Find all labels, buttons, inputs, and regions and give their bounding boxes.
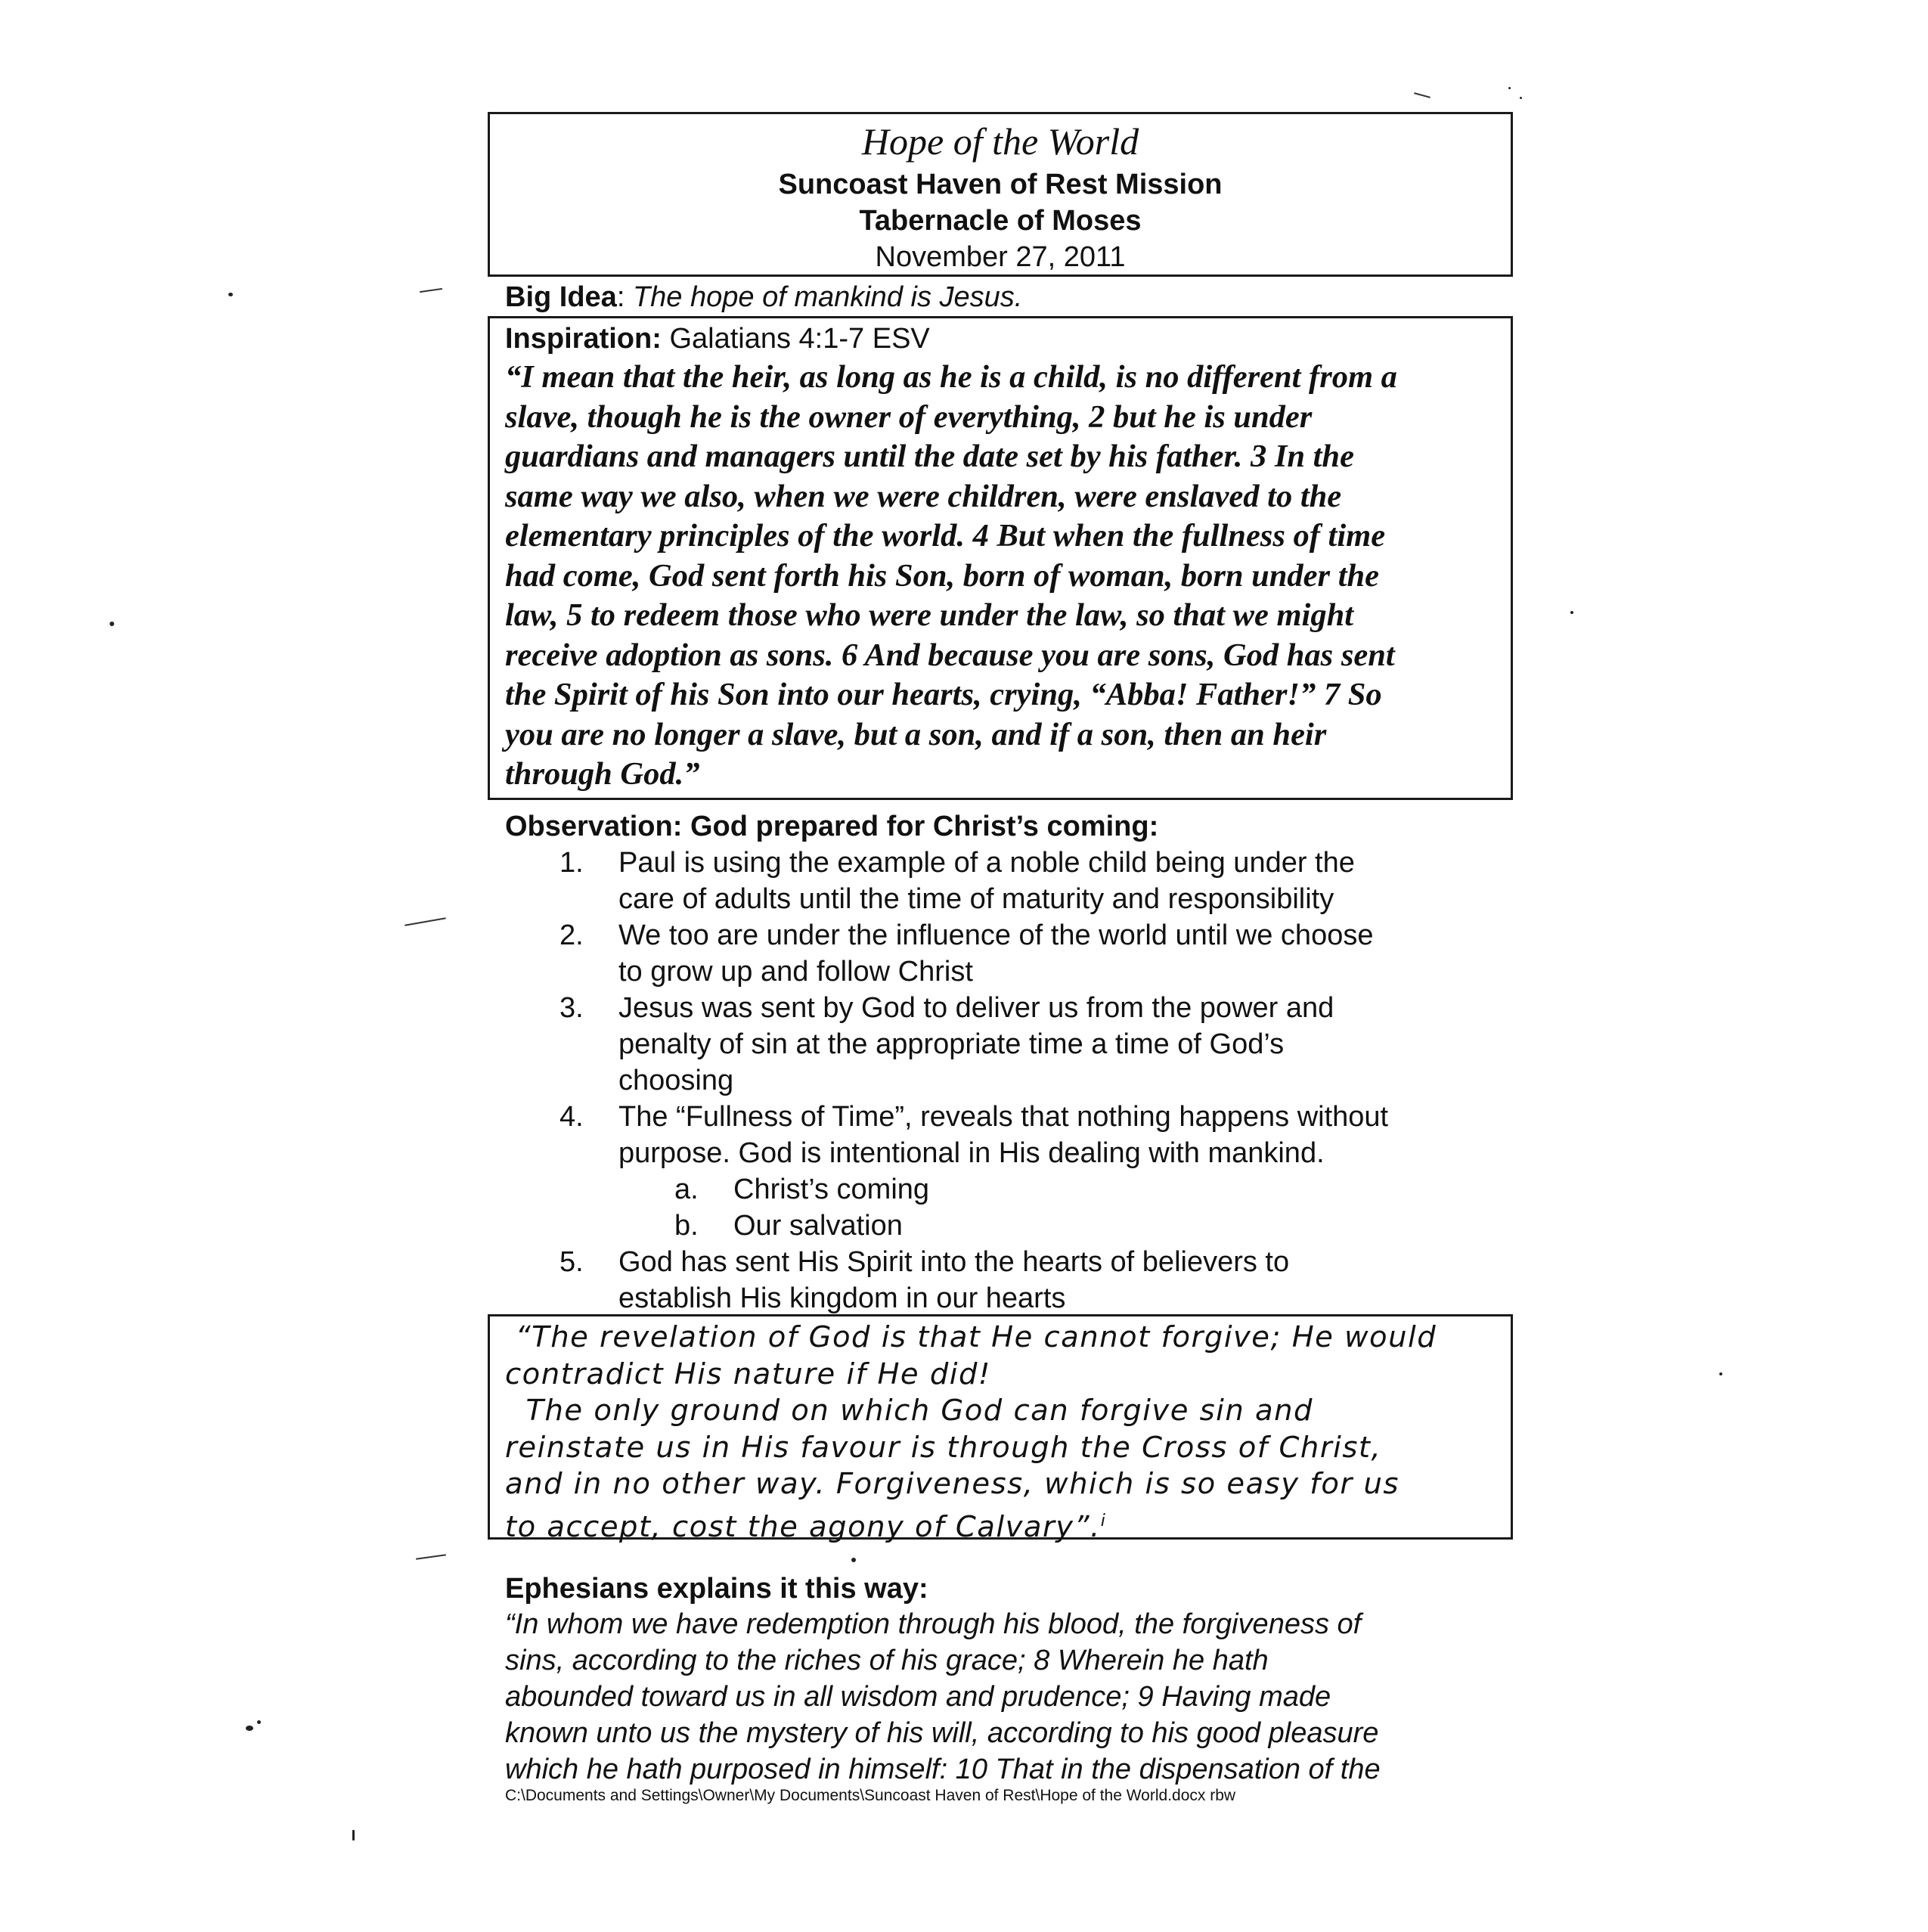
sub-list-letter: b. [674,1210,699,1242]
sub-list-item [559,1171,1512,1208]
big-idea-text: The hope of mankind is Jesus. [632,281,1023,313]
list-item-line: Paul is using the example of a noble child being under the [618,847,1355,879]
list-item-line: We too are under the influence of the world until we choose [618,919,1374,951]
observation-heading: Observation: God prepared for Christ’s coming: [505,811,1159,842]
sub-list-text: Our salvation [733,1210,903,1242]
list-number: 4. [559,1101,584,1133]
ephesians-line: which he hath purposed in himself: 10 That in the dispensation of the [505,1754,1381,1785]
list-item-line: Jesus was sent by God to deliver us from the power and [618,992,1334,1024]
verse-line: had come, God sent forth his Son, born of woman, born under the [505,557,1380,594]
list-item-line: to grow up and follow Christ [618,956,973,988]
list-item-line: establish His kingdom in our hearts [618,1282,1066,1314]
document-date: November 27, 2011 [875,241,1126,273]
quote-text [505,1320,1503,1546]
scan-artifact [110,622,114,626]
scan-artifact [246,1726,253,1731]
scan-artifact [405,917,446,926]
list-item-line: choosing [618,1065,734,1096]
verse-line: same way we also, when we were children, were enslaved to the [505,478,1342,514]
quote-line: The only ground on which God can forgive sin and [505,1394,1313,1428]
inspiration-verse [505,358,1503,795]
list-number: 2. [559,919,584,951]
ephesians-line: sins, according to the riches of his grace; 8 Wherein he hath [505,1645,1269,1676]
list-item [559,990,1512,1099]
ephesians-line: “In whom we have redemption through his blood, the forgiveness of [505,1608,1362,1640]
document-title: Hope of the World [861,120,1139,163]
sub-list-letter: a. [674,1174,699,1205]
verse-line: receive adoption as sons. 6 And because you are sons, God has sent [505,637,1395,673]
quote-box [488,1314,1513,1544]
list-number: 1. [559,847,584,879]
quote-line: “The revelation of God is that He cannot forgive; He would [505,1320,1437,1354]
list-item-line: penalty of sin at the appropriate time a time of God’s [618,1028,1285,1060]
ephesians-line: abounded toward us in all wisdom and prudence; 9 Having made [505,1681,1331,1713]
list-item-line: The “Fullness of Time”, reveals that nothing happens without [618,1101,1389,1133]
footer-file-path: C:\Documents and Settings\Owner\My Documents\Suncoast Haven of Rest\Hope of the World.docx rbw [505,1787,1236,1804]
scan-artifact [1508,87,1511,89]
inspiration-box [488,316,1513,800]
big-idea: Big Idea: The hope of mankind is Jesus. [505,281,1023,313]
list-item-line: care of adults until the time of maturity and responsibility [618,883,1334,915]
scan-artifact [420,288,442,293]
scan-artifact [257,1720,261,1724]
header-box [488,112,1513,277]
scan-artifact [416,1554,446,1560]
quote-line: and in no other way. Forgiveness, which is so easy for us [505,1467,1400,1501]
list-item [559,1244,1512,1316]
organization-name: Suncoast Haven of Rest Mission [778,169,1223,200]
observation-list [559,845,1512,1316]
sub-list-item [559,1208,1512,1244]
quote-line-last [505,1503,1503,1546]
list-number: 5. [559,1246,584,1278]
list-item [559,845,1512,917]
ephesians-line: known unto us the mystery of his will, according to his good pleasure [505,1717,1379,1749]
list-item-line: God has sent His Spirit into the hearts of believers to [618,1246,1290,1278]
quote-line: to accept, cost the agony of Calvary”. [505,1509,1101,1544]
inspiration-reference: Galatians 4:1-7 ESV [669,323,930,355]
scan-artifact [851,1558,856,1562]
ephesians-heading: Ephesians explains it this way: [505,1573,928,1605]
scan-artifact [1719,1372,1722,1375]
scan-artifact [352,1830,355,1841]
document-subtitle: Tabernacle of Moses [859,205,1142,237]
list-item [559,1099,1512,1171]
inspiration-heading [505,321,930,356]
list-item-line: purpose. God is intentional in His dealing with mankind. [618,1137,1325,1169]
quote-line: reinstate us in His favour is through the Cross of Christ, [505,1430,1382,1465]
big-idea-label: Big Idea [505,281,617,313]
list-item [559,917,1512,990]
verse-line: “I mean that the heir, as long as he is a child, is no different from a [505,359,1397,395]
scan-artifact [1414,92,1431,98]
verse-line: elementary principles of the world. 4 But when the fullness of time [505,518,1386,554]
verse-line: slave, though he is the owner of everything, 2 but he is under [505,398,1313,435]
inspiration-label: Inspiration: [505,323,662,355]
verse-line: you are no longer a slave, but a son, and if a son, then an heir [505,716,1327,752]
footnote-mark: i [1100,1511,1107,1530]
verse-line: through God.” [505,756,700,792]
verse-line: the Spirit of his Son into our hearts, crying, “Abba! Father!” 7 So [505,677,1382,712]
sub-list-text: Christ’s coming [733,1174,930,1205]
ephesians-text [505,1606,1518,1788]
scan-artifact [1570,611,1573,614]
verse-line: guardians and managers until the date set by his father. 3 In the [505,439,1354,474]
quote-line: contradict His nature if He did! [505,1357,991,1391]
list-number: 3. [559,992,584,1024]
scan-artifact [228,293,233,296]
verse-line: law, 5 to redeem those who were under the law, so that we might [505,597,1354,633]
scan-artifact [1520,97,1522,99]
